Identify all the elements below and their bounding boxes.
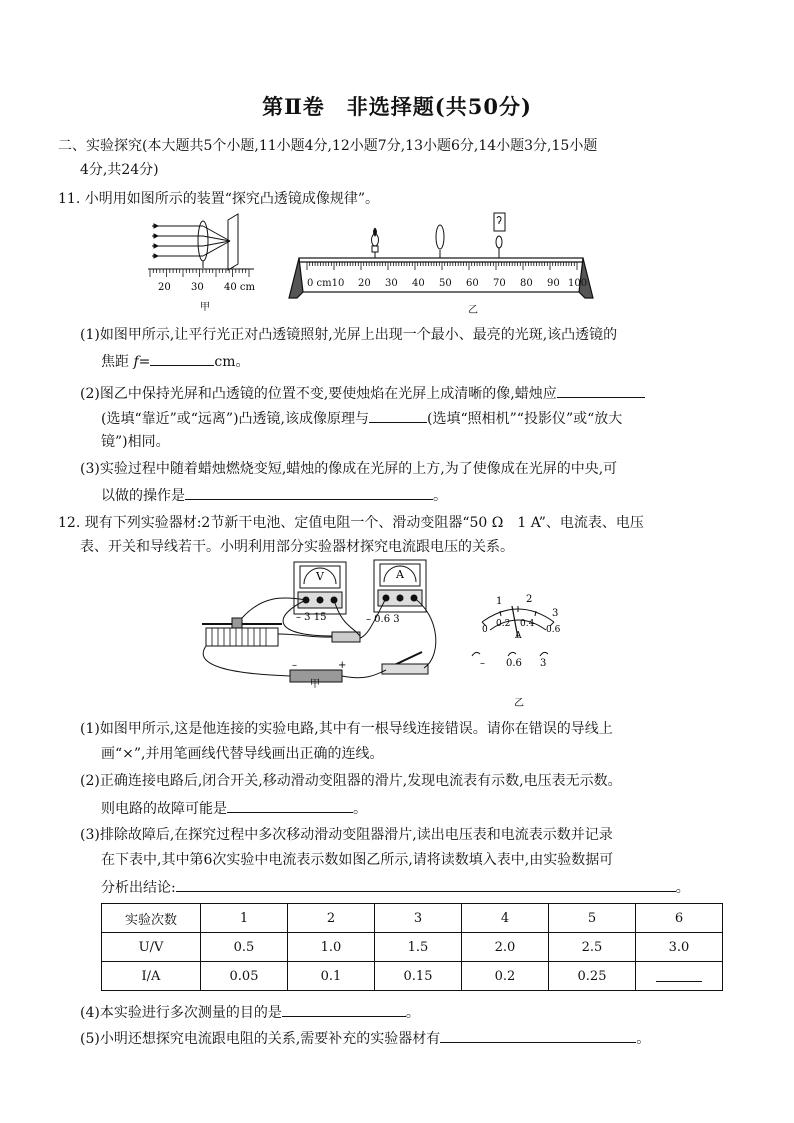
- dial-top-2: 2: [526, 594, 533, 605]
- q11-p2-blank-1[interactable]: [557, 382, 645, 398]
- q11-p1-symbol-f: f: [133, 354, 139, 370]
- q12-p1-line1: (1)如图甲所示,这是他连接的实验电路,其中有一根导线连接错误。请你在错误的导线上: [80, 721, 613, 737]
- jia-tick-20: 20: [158, 282, 171, 293]
- table-cell: 0.05: [201, 962, 288, 991]
- q12-stem-line1: 12. 现有下列实验器材:2节新干电池、定值电阻一个、滑动变阻器“50 Ω 1 A”、电流表、电压: [58, 515, 644, 531]
- dial-bottom-0: 0: [482, 625, 488, 635]
- ammeter-terminals: – 0.6 3: [366, 614, 400, 625]
- yi-tick-70: 70: [493, 278, 506, 289]
- q11-p1-text-c: cm。: [214, 354, 250, 370]
- q12-p2-text-b: 。: [353, 801, 367, 817]
- q11-p2-text-b: (选填“照相机”“投影仪”或“放大: [427, 411, 623, 427]
- table-cell: 0.15: [375, 962, 462, 991]
- q12-p5-text-a: (5)小明还想探究电流跟电阻的关系,需要补充的实验器材有: [80, 1031, 441, 1047]
- table-cell: 2.0: [462, 933, 549, 962]
- q11-p2-text-1: (2)图乙中保持光屏和凸透镜的位置不变,要使烛焰在光屏上成清晰的像,蜡烛应: [80, 386, 557, 402]
- q11-p1-line2: [101, 350, 250, 372]
- q12-p2-blank[interactable]: [227, 797, 353, 813]
- q12-p3-line1: (3)排除故障后,在探究过程中多次移动滑动变阻器滑片,读出电压表和电流表示数并记录: [80, 827, 613, 843]
- yi-tick-90: 90: [547, 278, 560, 289]
- yi-tick-60: 60: [466, 278, 479, 289]
- table-cell: U/V: [102, 933, 201, 962]
- dial-unit: A: [515, 631, 522, 641]
- yi-tick-30: 30: [385, 278, 398, 289]
- dial-term-minus: –: [480, 658, 485, 669]
- q11-p3-blank[interactable]: [185, 484, 433, 500]
- q11-p1-line1: (1)如图甲所示,让平行光正对凸透镜照射,光屏上出现一个最小、最亮的光斑,该凸透镜的: [80, 327, 618, 343]
- table-cell: 0.5: [201, 933, 288, 962]
- q12-p4-blank[interactable]: [282, 1001, 406, 1017]
- q12-p1-line2: 画“×”,并用笔画线代替导线画出正确的连线。: [101, 746, 384, 762]
- battery-minus: –: [292, 660, 297, 671]
- table-row: [102, 904, 723, 933]
- page-title: 第Ⅱ卷 非选择题(共50分): [262, 94, 532, 119]
- table-cell: 1: [201, 904, 288, 933]
- yi-tick-80: 80: [520, 278, 533, 289]
- dial-term-0.6: 0.6: [506, 658, 522, 669]
- q12-stem-line2: 表、开关和导线若干。小明利用部分实验器材探究电流跟电压的关系。: [80, 539, 514, 555]
- table-cell: 实验次数: [102, 904, 201, 933]
- q12-p4-text-b: 。: [405, 1005, 420, 1021]
- table-cell: 3: [375, 904, 462, 933]
- table-cell: I/A: [102, 962, 201, 991]
- q11-p2-line1: [80, 382, 645, 404]
- q12-p5: [80, 1027, 650, 1049]
- q11-p2-line3: 镜”)相同。: [101, 434, 170, 450]
- q12-table-blank[interactable]: [656, 966, 702, 982]
- table-cell: 1.0: [288, 933, 375, 962]
- data-table: [101, 903, 723, 991]
- table-cell: 2: [288, 904, 375, 933]
- yi-tick-100: 100: [568, 278, 588, 289]
- table-cell: 0.1: [288, 962, 375, 991]
- yi-tick-20: 20: [358, 278, 371, 289]
- section-heading-line1: 二、实验探究(本大题共5个小题,11小题4分,12小题7分,13小题6分,14小题3分,15小题: [58, 138, 598, 154]
- yi-tick-40: 40: [412, 278, 425, 289]
- q12-p2-line2: [101, 797, 367, 819]
- q12-p4-text-a: (4)本实验进行多次测量的目的是: [80, 1005, 282, 1021]
- q12-p5-text-b: 。: [636, 1031, 651, 1047]
- q12-p2-text-a: 则电路的故障可能是: [101, 801, 227, 817]
- table-cell: 0.2: [462, 962, 549, 991]
- table-cell-answer[interactable]: [636, 962, 723, 991]
- dial-bottom-0.2: 0.2: [496, 619, 511, 629]
- table-row: [102, 933, 723, 962]
- dial-bottom-0.6: 0.6: [546, 625, 561, 635]
- jia-tick-30: 30: [191, 282, 204, 293]
- q12-p2-line1: (2)正确连接电路后,闭合开关,移动滑动变阻器的滑片,发现电流表有示数,电压表无示数。: [80, 773, 622, 789]
- q11-p2-blank-2[interactable]: [369, 407, 427, 423]
- q11-p1-text-a: 焦距: [101, 354, 134, 370]
- q12-figure-jia: [192, 556, 447, 688]
- table-cell: 4: [462, 904, 549, 933]
- q12-p3-text-a: 分析出结论:: [101, 880, 176, 896]
- q11-p1-answer-blank[interactable]: [150, 350, 214, 366]
- q12-p3-blank[interactable]: [176, 876, 676, 892]
- ammeter-label: A: [396, 568, 404, 581]
- yi-tick-50: 50: [439, 278, 452, 289]
- table-cell: 1.5: [375, 933, 462, 962]
- q12-p3-line3: [101, 876, 690, 898]
- table-cell: 6: [636, 904, 723, 933]
- q12-p4: [80, 1001, 420, 1023]
- q11-p3-line2: [101, 484, 447, 506]
- battery-plus: +: [338, 660, 347, 671]
- jia-tick-40: 40 cm: [224, 282, 255, 293]
- dial-top-3: 3: [552, 608, 559, 619]
- dial-bottom-0.4: 0.4: [520, 619, 535, 629]
- q11-figure-jia: [148, 212, 258, 312]
- q11-p3-text-a: 以做的操作是: [101, 488, 185, 504]
- section-heading-line2: 4分,共24分): [80, 162, 159, 178]
- q12-yi-caption: 乙: [514, 698, 524, 708]
- yi-caption: 乙: [468, 305, 478, 315]
- dial-term-3: 3: [540, 658, 547, 669]
- q11-p2-line2: [101, 407, 622, 429]
- table-cell: 2.5: [549, 933, 636, 962]
- dial-top-1: 1: [496, 596, 503, 607]
- q11-p2-text-a: (选填“靠近”或“远离”)凸透镜,该成像原理与: [101, 411, 370, 427]
- q11-p3-line1: (3)实验过程中随着蜡烛燃烧变短,蜡烛的像成在光屏的上方,为了使像成在光屏的中央,可: [80, 461, 618, 477]
- q12-p5-blank[interactable]: [440, 1027, 636, 1043]
- q12-p3-line2: 在下表中,其中第6次实验中电流表示数如图乙所示,请将读数填入表中,由实验数据可: [101, 852, 614, 868]
- q11-p1-text-b: =: [138, 354, 151, 370]
- jia-caption: 甲: [200, 302, 210, 312]
- table-cell: 0.25: [549, 962, 636, 991]
- q11-stem: 11. 小明用如图所示的装置“探究凸透镜成像规律”。: [58, 191, 380, 207]
- yi-tick-0: 0 cm10: [307, 278, 345, 289]
- table-row: [102, 962, 723, 991]
- q12-jia-caption: 甲: [310, 679, 320, 688]
- voltmeter-label: V: [316, 570, 324, 583]
- q12-p3-text-b: 。: [675, 880, 690, 896]
- q11-figure-yi: [285, 210, 600, 315]
- voltmeter-terminals: – 3 15: [296, 612, 327, 623]
- q12-figure-yi: [468, 590, 568, 708]
- q11-p3-text-b: 。: [433, 488, 447, 504]
- table-cell: 5: [549, 904, 636, 933]
- table-cell: 3.0: [636, 933, 723, 962]
